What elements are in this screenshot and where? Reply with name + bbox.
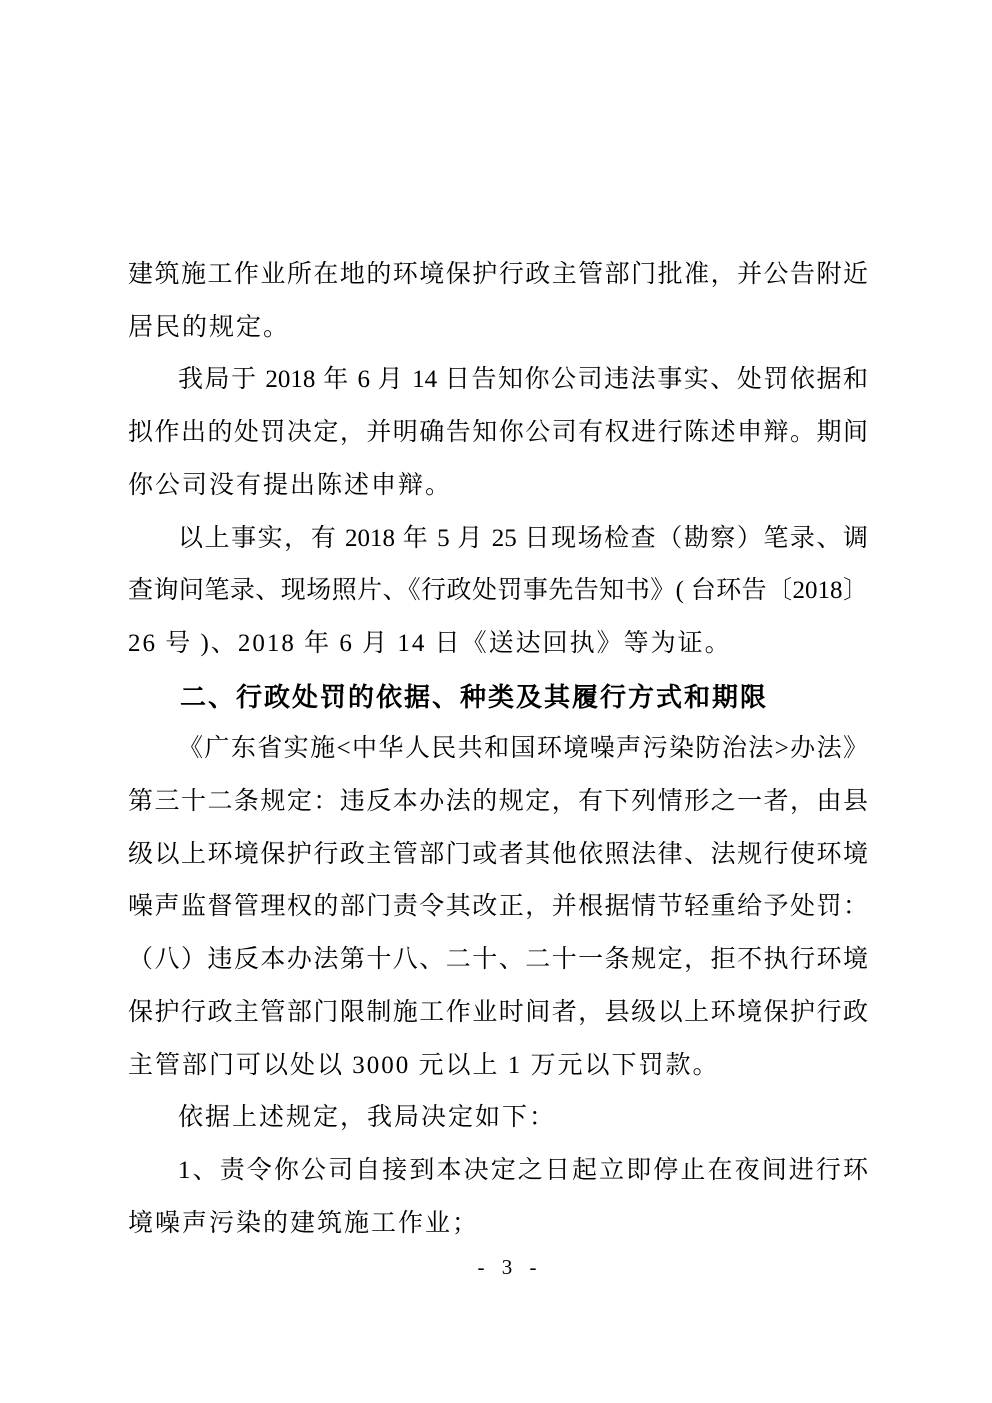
body-line: 第三十二条规定：违反本办法的规定，有下列情形之一者，由县 xyxy=(128,788,868,816)
body-line: 境噪声污染的建筑施工作业； xyxy=(128,1209,480,1237)
body-line: 你公司没有提出陈述申辩。 xyxy=(128,471,453,499)
body-line: 依据上述规定，我局决定如下： xyxy=(178,1104,557,1132)
body-line: 《广东省实施<中华人民共和国环境噪声污染防治法>办法》 xyxy=(178,735,868,763)
body-line: 26 号 )、2018 年 6 月 14 日《送达回执》等为证。 xyxy=(128,629,732,657)
body-line: 我局于 2018 年 6 月 14 日告知你公司违法事实、处罚依据和 xyxy=(178,366,868,394)
body-line: 建筑施工作业所在地的环境保护行政主管部门批准，并公告附近 xyxy=(128,261,868,288)
body-line: 1、责令你公司自接到本决定之日起立即停止在夜间进行环 xyxy=(178,1156,868,1184)
body-line: 噪声监督管理权的部门责令其改正，并根据情节轻重给予处罚： xyxy=(128,893,868,921)
body-line: 主管部门可以处以 3000 元以上 1 万元以下罚款。 xyxy=(128,1051,720,1079)
body-line: （八）违反本办法第十八、二十、二十一条规定，拒不执行环境 xyxy=(128,946,868,974)
section-heading: 二、行政处罚的依据、种类及其履行方式和期限 xyxy=(180,681,769,712)
body-line: 居民的规定。 xyxy=(128,313,291,341)
body-line: 保护行政主管部门限制施工作业时间者，县级以上环境保护行政 xyxy=(128,998,868,1026)
page-number: - 3 - xyxy=(477,1255,543,1279)
body-line: 级以上环境保护行政主管部门或者其他依照法律、法规行使环境 xyxy=(128,840,868,868)
document-body xyxy=(128,249,868,1250)
body-line: 以上事实，有 2018 年 5 月 25 日现场检查（勘察）笔录、调 xyxy=(178,524,868,552)
body-line: 查询问笔录、现场照片、《行政处罚事先告知书》( 台环告〔2018〕 xyxy=(128,577,868,605)
body-line: 拟作出的处罚决定，并明确告知你公司有权进行陈述申辩。期间 xyxy=(128,419,868,447)
